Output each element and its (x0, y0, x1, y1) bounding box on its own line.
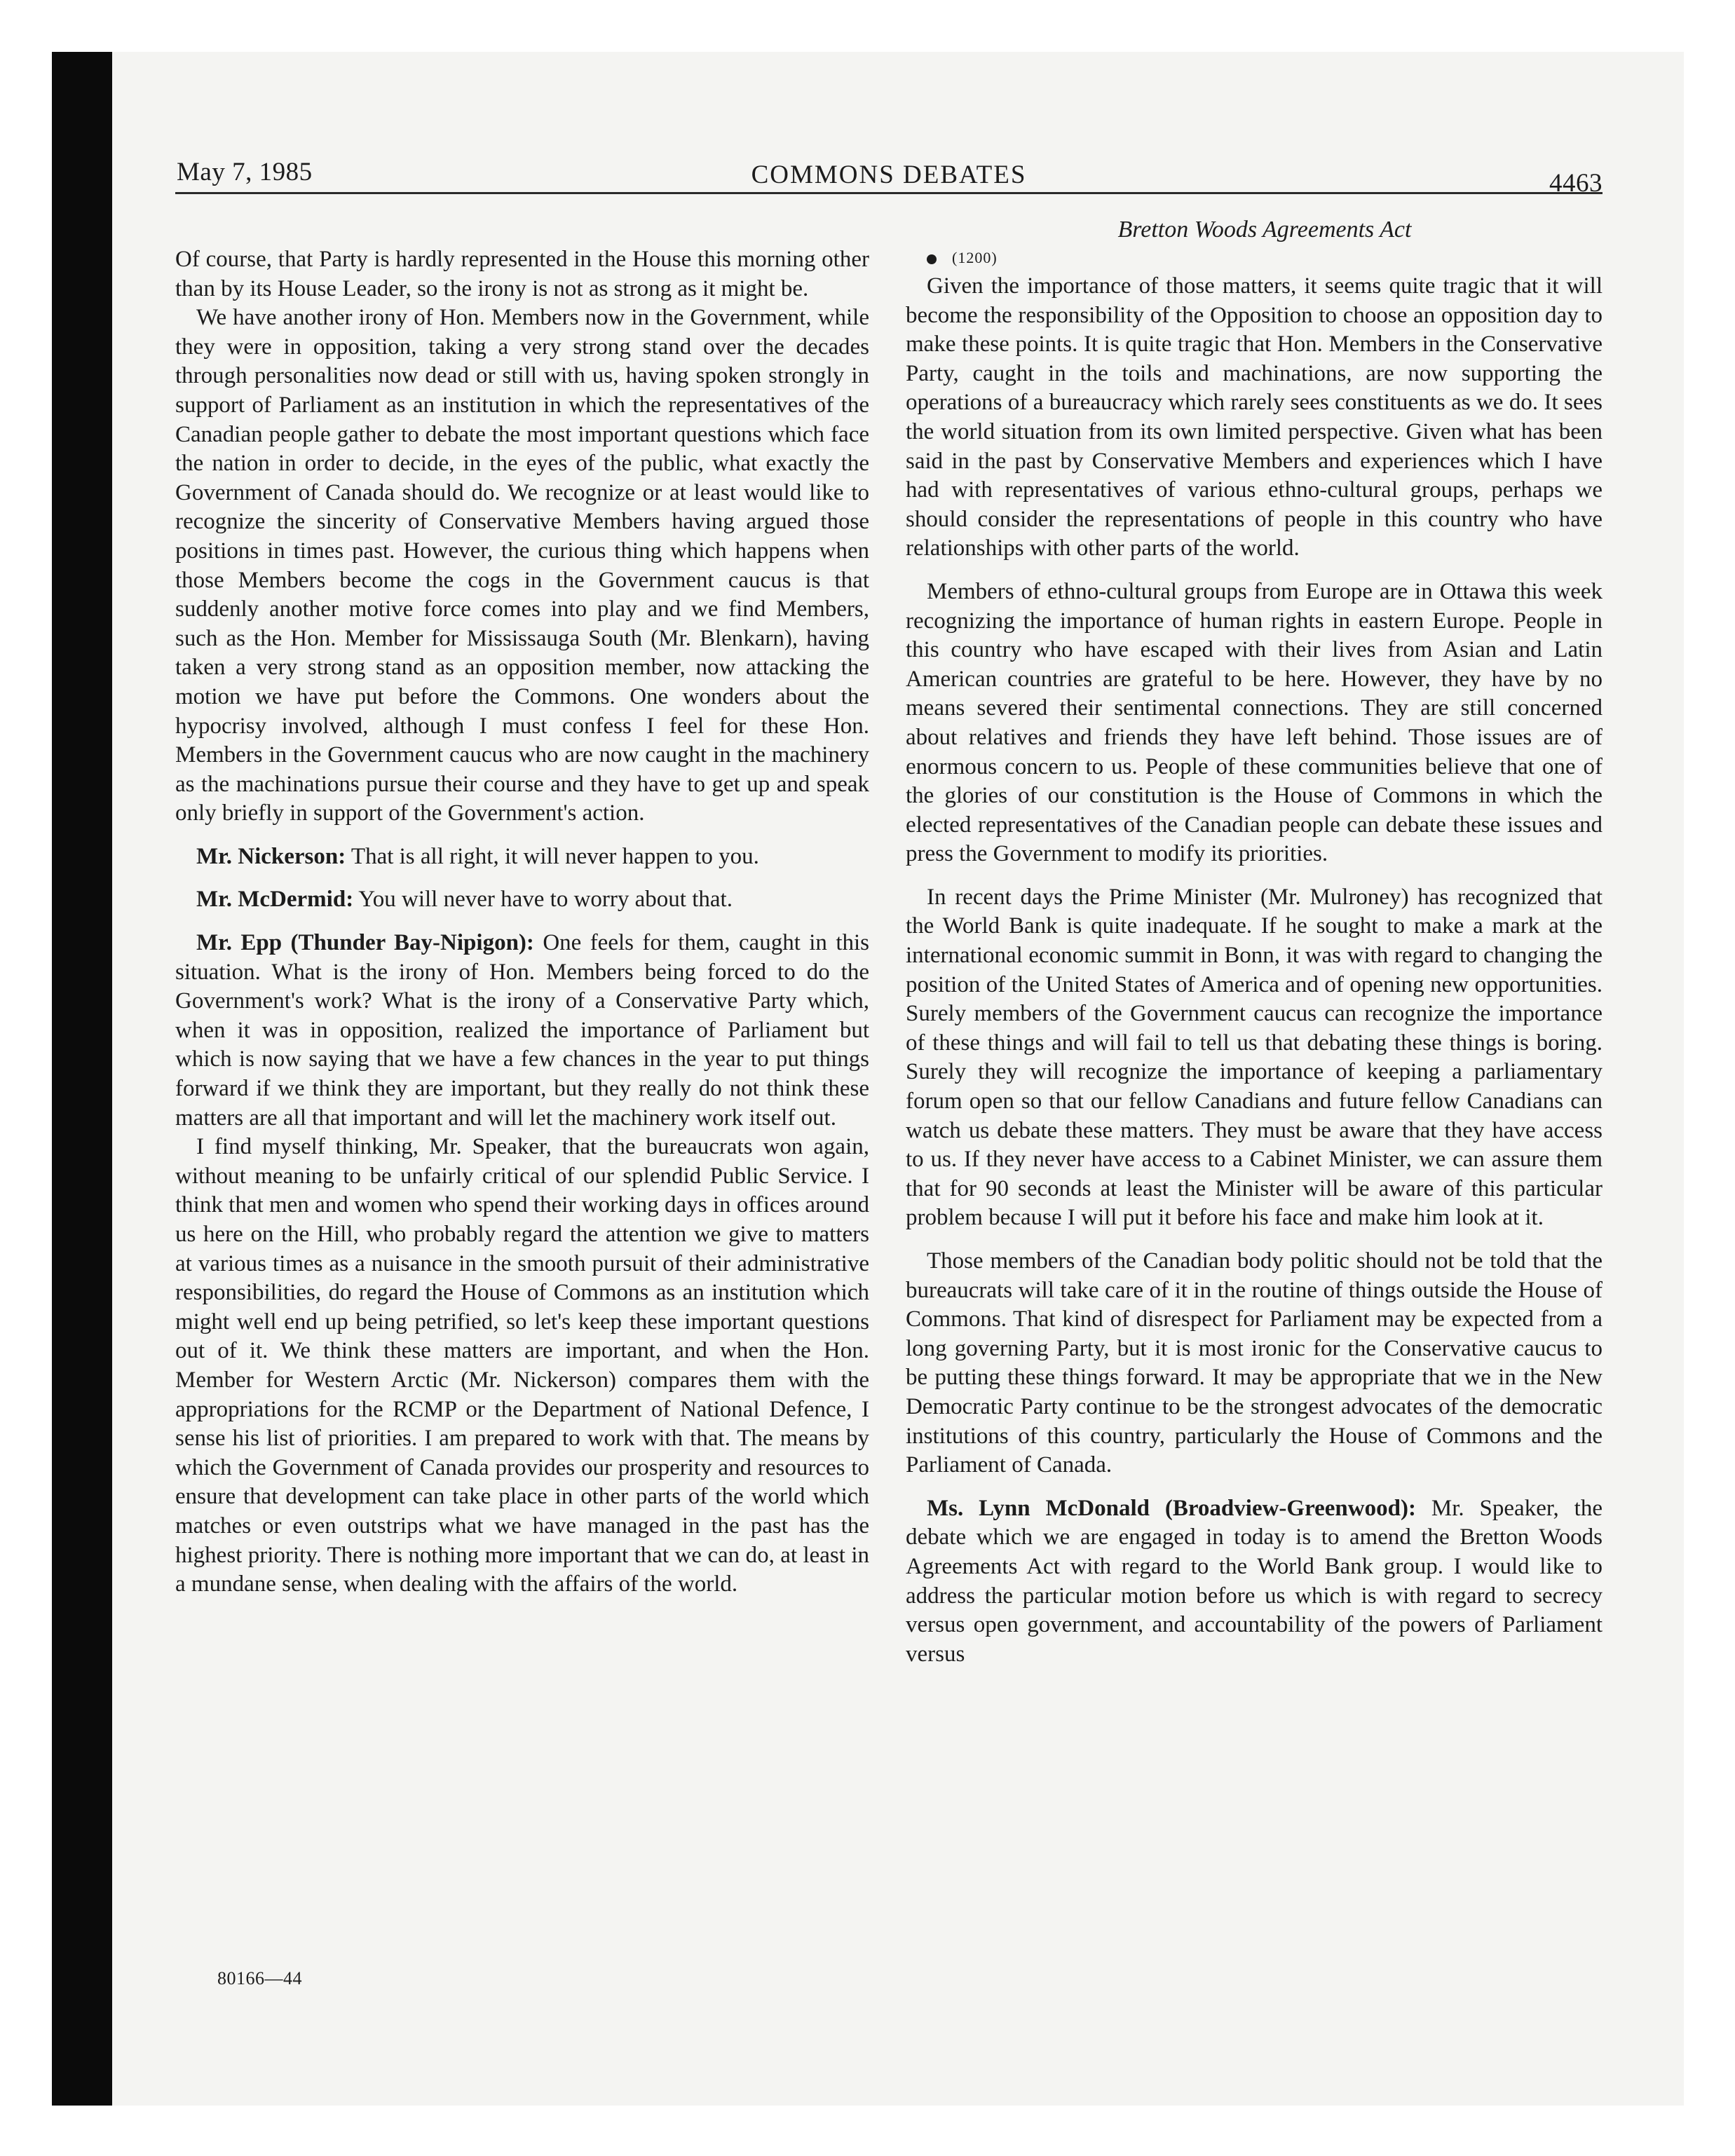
paragraph: Given the importance of those matters, it seems quite tragic that it will become the responsibility of the Opposition to choose an opposition day to make these points. It is quite tragic that Hon. Members in the Conservative Party, caught in the toils and machinations, are now supporting the operations of a bureaucracy which rarely sees constituents as we do. It sees the world situation from its own limited perspective. Given what has been said in the past by Conservative Members and experiences which I have had with representatives of various ethno-cultural groups, perhaps we should consider the representations of people in this country who have relationships with other parts of the world. (906, 273, 1603, 561)
speech-text: You will never have to worry about that. (358, 887, 733, 913)
speaker-name: Mr. Epp (Thunder Bay-Nipigon): (196, 930, 534, 956)
paragraph: We have another irony of Hon. Members now in the Government, while they were in opposition, taking a very strong stand over the decades through personalities now dead or still with us, having spoken strongly in support of Parliament as an institution in which the representatives of the Canadian people gather to debate the most important questions which face the nation in order to decide, in the eyes of the public, what exactly the Government of Canada should do. We recognize or at least would like to recognize the sincerity of Conservative Members having argued those positions in times past. However, the curious thing which happens when those Members become the cogs in the Government caucus is that suddenly another motive force comes into play and we find Members, such as the Hon. Member for Mississauga South (Mr. Blenkarn), having taken a very strong stand as an opposition member, now attacking the motion we have put before the Commons. One wonders about the hypocrisy involved, although I must confess I feel for these Hon. Members in the Government caucus who are now caught in the machinery as the machinations pursue their course and they have to get up and speak only briefly in support of the Government's action. (175, 305, 869, 826)
paragraph: Those members of the Canadian body politic should not be told that the bureaucrats will take care of it in the routine of things outside the House of Commons. That kind of disrespect for Parliament may be expected from a long governing Party, but it is most ironic for the Conservative caucus to be putting these things forward. It may be appropriate that we in the New Democratic Party continue to be the strongest advocates of the democratic institutions of this country, particularly the House of Commons and the Parliament of Canada. (906, 1248, 1603, 1478)
speech-text: Mr. Speaker, the debate which we are engaged in today is to amend the Bretton Woods Agreements Act with regard to the World Bank group. I would like to address the particular motion before us which is with regard to secrecy versus open government, and accountability of the powers of Parliament versus (906, 1495, 1603, 1667)
speech (906, 1494, 1603, 1670)
header-date: May 7, 1985 (177, 158, 313, 186)
speech (175, 842, 869, 872)
time-marker (906, 244, 1603, 272)
left-column (175, 245, 869, 1599)
bullet-dot-icon (927, 254, 937, 264)
speaker-name: Ms. Lynn McDonald (Broadview-Greenwood): (927, 1495, 1416, 1521)
time-marker-text: (1200) (952, 249, 998, 266)
binding-shadow (52, 52, 112, 2106)
footer-code: 80166—44 (217, 1968, 302, 1988)
speaker-name: Mr. Nickerson: (196, 843, 346, 869)
paragraph: Members of ethno-cultural groups from Europe are in Ottawa this week recognizing the importance of human rights in eastern Europe. People in this country who have escaped with their lives from Asian and Latin American countries are grateful to be here. However, they have by no means severed their sentimental connections. They are still concerned about relatives and friends they have left behind. Those issues are of enormous concern to us. People of these communities believe that one of the glories of our constitution is the House of Commons in which the elected representatives of the Canadian people can debate these issues and press the Government to modify its priorities. (906, 578, 1603, 867)
speaker-name: Mr. McDermid: (196, 887, 354, 913)
speech-text: That is all right, it will never happen to you. (351, 843, 759, 869)
header-page-number: 4463 (1549, 169, 1603, 198)
paragraph: Of course, that Party is hardly represented in the House this morning other than by its House Leader, so the irony is not as strong as it might be. (175, 247, 869, 301)
speech (175, 929, 869, 1133)
header-title: COMMONS DEBATES (751, 161, 1027, 189)
speech (175, 885, 869, 915)
right-column (906, 216, 1603, 1669)
paragraph: In recent days the Prime Minister (Mr. Mulroney) has recognized that the World Bank is quite inadequate. If he sought to make a mark at the international economic summit in Bonn, it was with regard to changing the position of the United States of America and of opening new opportunities. Surely members of the Government caucus can recognize the importance of these things and will fail to tell us that debating these things is boring. Surely they will recognize the importance of keeping a parliamentary forum open so that our fellow Canadians and future fellow Canadians can watch us debate these matters. They must be aware that they have access to us. If they never have access to a Cabinet Minister, we can assure them that for 90 seconds at least the Minister will be aware of this particular problem because I will put it before his face and make him look at it. (906, 884, 1603, 1231)
page-header (175, 156, 1603, 198)
speech-text: One feels for them, caught in this situation. What is the irony of Hon. Members being forced to do the Government's work? What is the irony of a Conservative Party which, when it was in opposition, realized the importance of Parliament but which is now saying that we have a few chances in the year to put things forward if we think they are important, but they really do not think these matters are all that important and will let the machinery work itself out. (175, 930, 870, 1131)
paragraph: I find myself thinking, Mr. Speaker, that the bureaucrats won again, without meaning to be unfairly critical of our splendid Public Service. I think that men and women who spend their working days in offices around us here on the Hill, who probably regard the attention we give to matters at various times as a nuisance in the smooth pursuit of their administrative responsibilities, do regard the House of Commons as an institution which might well end up being petrified, so let's keep these important questions out of it. We think these matters are important, and when the Hon. Member for Western Arctic (Mr. Nickerson) compares them with the appropriations for the RCMP or the Department of National Defence, I sense his list of priorities. I am prepared to work with that. The means by which the Government of Canada provides our prosperity and resources to ensure that development can take place in other parts of the world which matches or even outstrips what we have managed in the past has the highest priority. There is nothing more important that we can do, at least in a mundane sense, when dealing with the affairs of the world. (175, 1134, 869, 1597)
running-head: Bretton Woods Agreements Act (1117, 217, 1412, 243)
document-page (175, 156, 1603, 2048)
